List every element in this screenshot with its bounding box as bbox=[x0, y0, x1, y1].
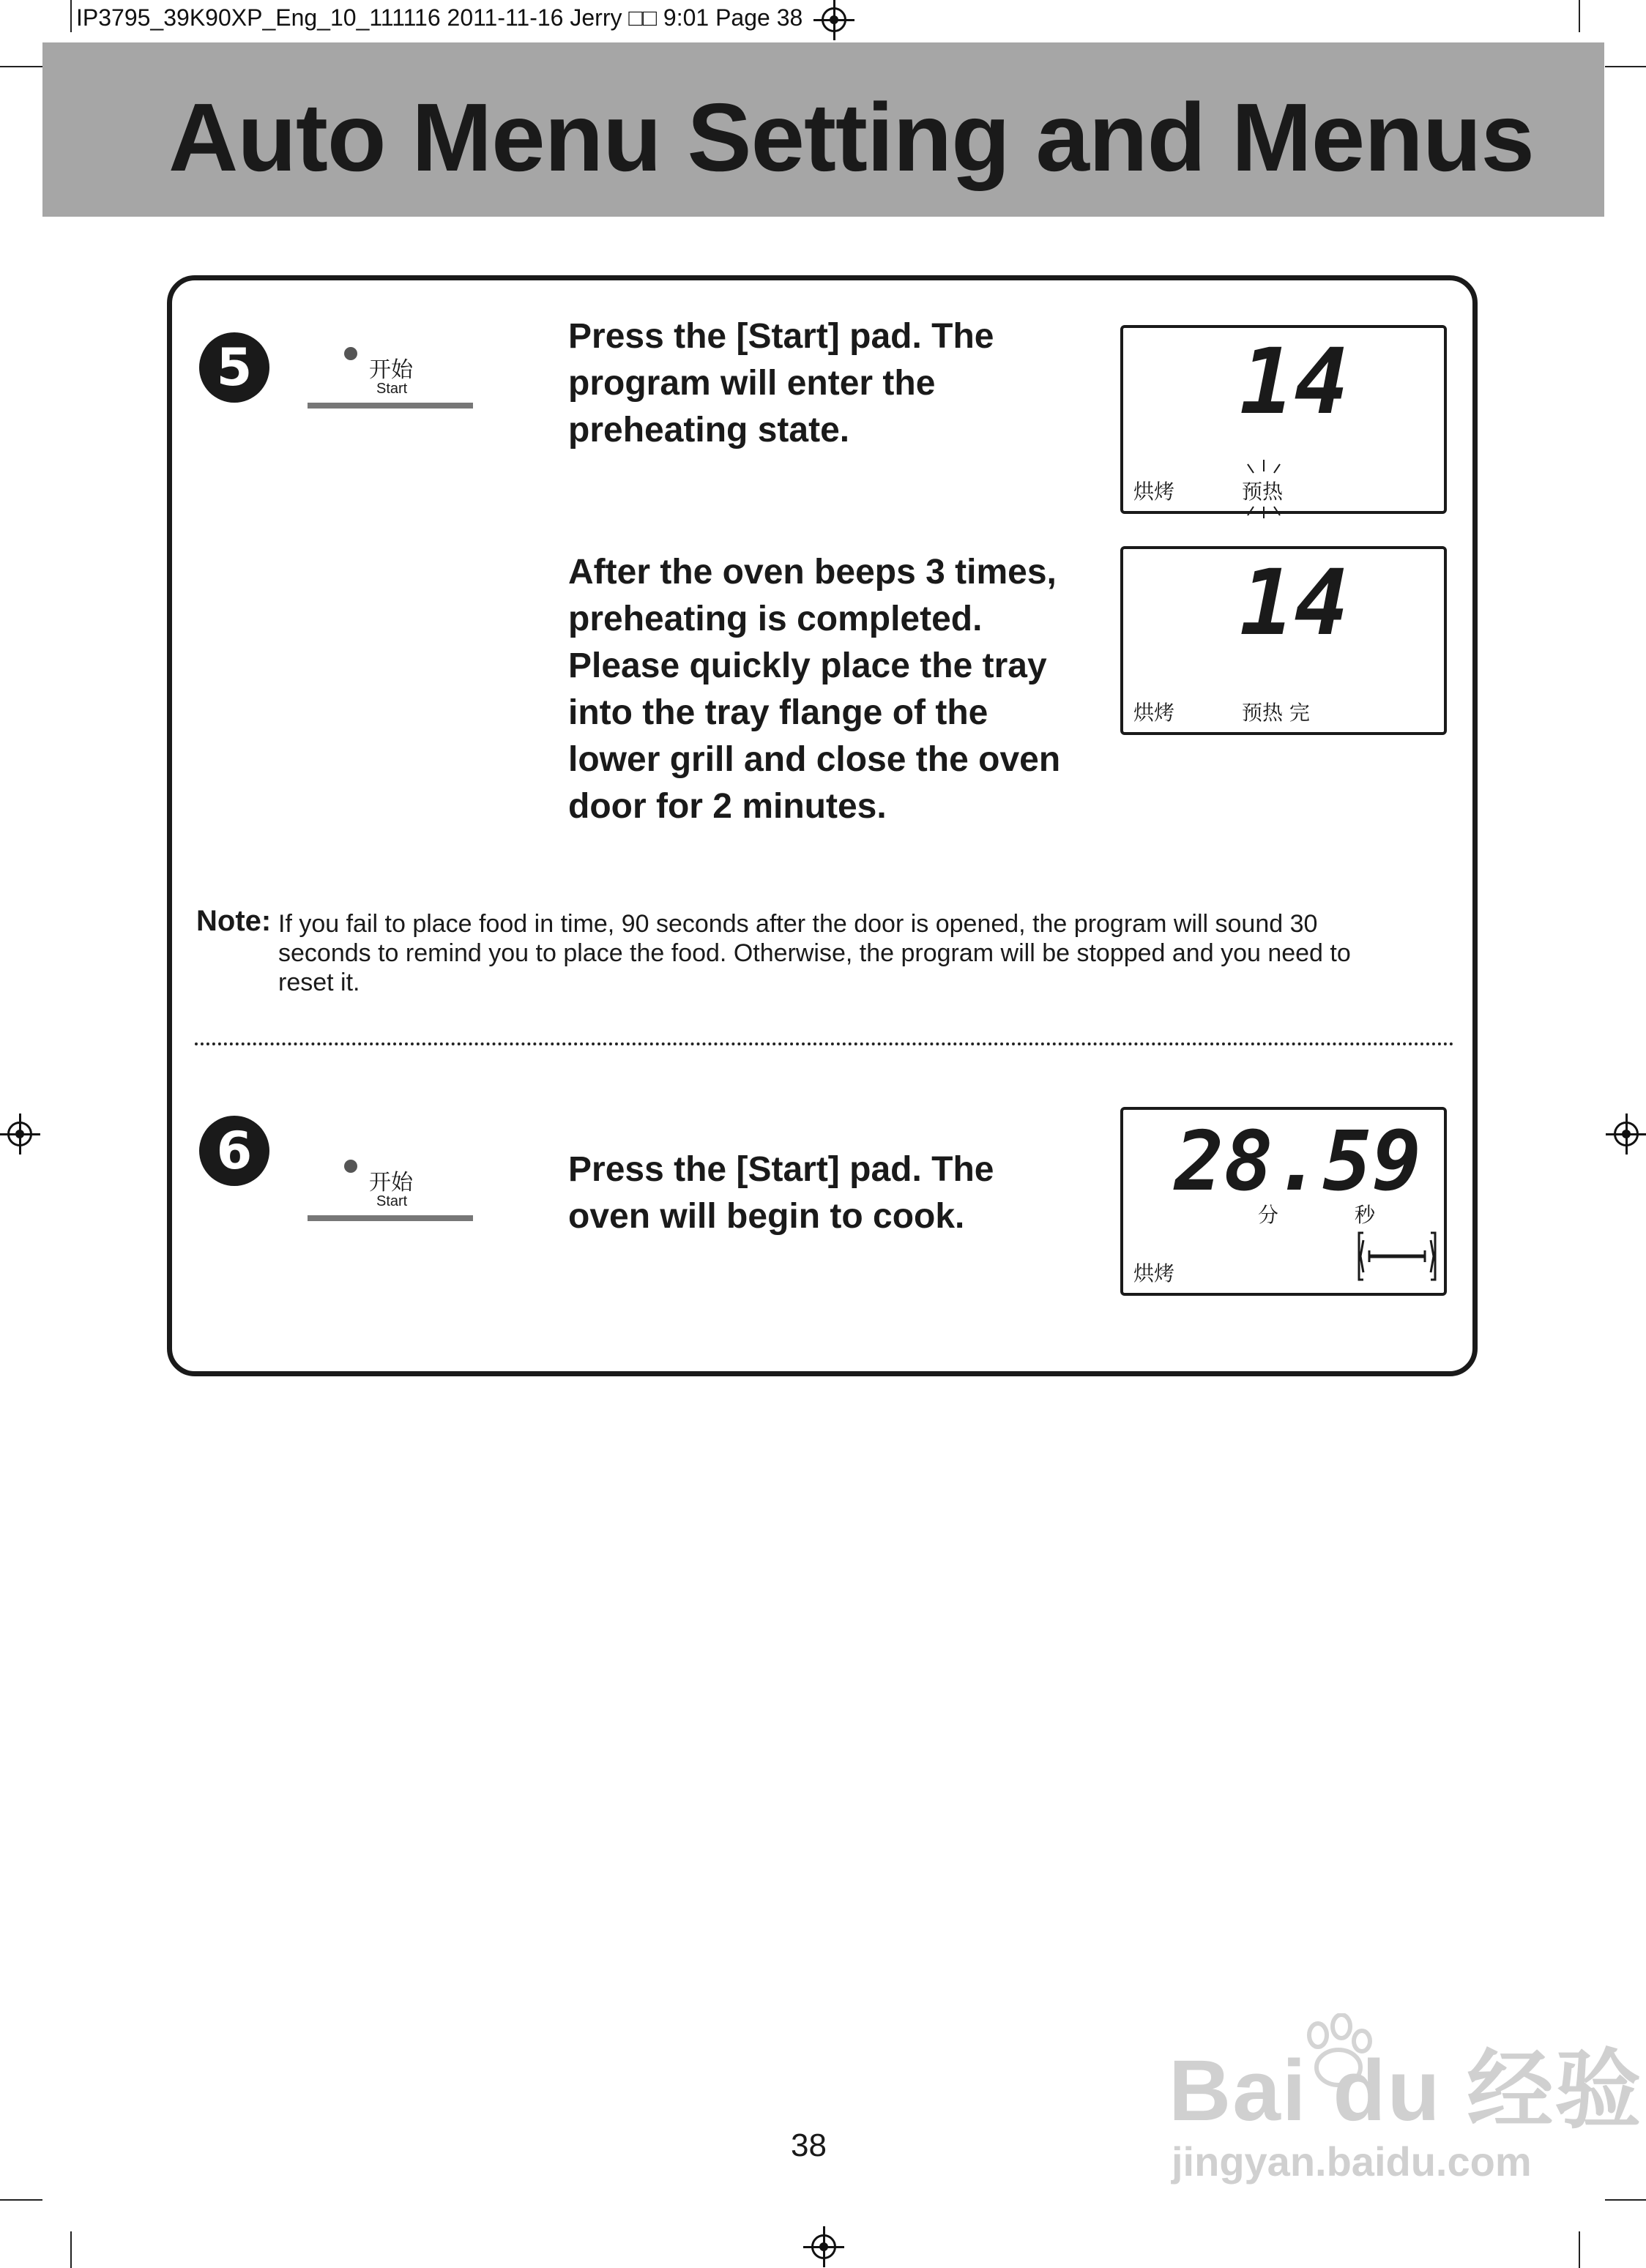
note-body bbox=[278, 909, 1494, 997]
step5-instruction-1 bbox=[568, 313, 1081, 454]
page-number: 38 bbox=[791, 2127, 827, 2163]
lcd-minute-label: 分 bbox=[1258, 1203, 1279, 1227]
instruction-line: Press the [Start] pad. The bbox=[568, 1150, 994, 1189]
instruction-line: oven will begin to cook. bbox=[568, 1197, 965, 1236]
note-label: Note: bbox=[196, 905, 272, 937]
watermark-url: jingyan.baidu.com bbox=[1172, 2138, 1532, 2185]
trim-line bbox=[0, 66, 42, 67]
instruction-line: lower grill and close the oven bbox=[568, 740, 1061, 779]
registration-mark-left bbox=[7, 1122, 32, 1146]
note-line: If you fail to place food in time, 90 seconds after the door is opened, the program will sound 30 bbox=[278, 910, 1318, 938]
note-line: reset it. bbox=[278, 969, 360, 996]
lcd-status-label: 预热 bbox=[1242, 480, 1284, 504]
trim-line bbox=[1579, 2231, 1580, 2268]
registration-mark-right bbox=[1614, 1122, 1639, 1146]
lcd-display-preheating bbox=[1120, 325, 1447, 514]
lcd-digits: 28.59 bbox=[1174, 1114, 1422, 1209]
step-number-6: 6 bbox=[199, 1116, 269, 1186]
registration-mark-bottom bbox=[811, 2234, 836, 2259]
lcd-mode-label: 烘烤 bbox=[1133, 1261, 1175, 1286]
step-number-5: 5 bbox=[199, 332, 269, 403]
trim-line bbox=[1605, 66, 1646, 67]
start-pad-bar bbox=[308, 1215, 473, 1221]
lcd-display-cooking bbox=[1120, 1107, 1447, 1296]
page-title: Auto Menu Setting and Menus bbox=[168, 83, 1534, 191]
lcd-digits: 14 bbox=[1239, 329, 1349, 435]
start-pad-illustration bbox=[308, 1144, 473, 1224]
lcd-digits: 14 bbox=[1239, 551, 1349, 656]
start-pad-illustration bbox=[308, 331, 473, 411]
baidu-watermark bbox=[1169, 2021, 1642, 2185]
blink-indicator-icon bbox=[1240, 460, 1287, 518]
lcd-mode-label: 烘烤 bbox=[1133, 480, 1175, 504]
grill-heater-icon bbox=[1356, 1230, 1438, 1284]
instruction-line: door for 2 minutes. bbox=[568, 787, 887, 826]
trim-line bbox=[70, 2231, 72, 2268]
instruction-line: After the oven beeps 3 times, bbox=[568, 553, 1057, 592]
lcd-status-label: 预热 完 bbox=[1242, 701, 1310, 725]
trim-line bbox=[70, 0, 72, 32]
instruction-line: program will enter the bbox=[568, 364, 936, 403]
note-line: seconds to remind you to place the food. Otherwise, the program will be stopped and you need to bbox=[278, 939, 1351, 967]
section-divider bbox=[195, 1042, 1454, 1045]
lcd-second-label: 秒 bbox=[1355, 1203, 1376, 1227]
trim-line bbox=[1605, 2199, 1646, 2201]
lcd-mode-label: 烘烤 bbox=[1133, 701, 1175, 725]
start-pad-en-label: Start bbox=[376, 381, 408, 397]
start-pad-en-label: Start bbox=[376, 1193, 408, 1209]
step6-instruction bbox=[568, 1146, 1081, 1240]
instruction-line: Press the [Start] pad. The bbox=[568, 317, 994, 356]
instruction-line: preheating is completed. bbox=[568, 600, 983, 638]
indicator-led bbox=[344, 1160, 357, 1173]
instruction-line: into the tray flange of the bbox=[568, 693, 988, 732]
indicator-led bbox=[344, 347, 357, 360]
step5-instruction-2 bbox=[568, 549, 1081, 830]
start-pad-cn-label: 开始 bbox=[369, 357, 413, 383]
print-header: IP3795_39K90XP_Eng_10_111116 2011-11-16 Jerry □□ 9:01 Page 38 bbox=[76, 4, 803, 31]
start-pad-cn-label: 开始 bbox=[369, 1170, 413, 1195]
registration-mark-top bbox=[822, 7, 846, 32]
instruction-line: preheating state. bbox=[568, 411, 850, 450]
trim-line bbox=[1579, 0, 1580, 32]
start-pad-bar bbox=[308, 403, 473, 409]
lcd-display-preheat-complete bbox=[1120, 546, 1447, 735]
watermark-brand: Bai du 经验 bbox=[1169, 2043, 1643, 2139]
instruction-line: Please quickly place the tray bbox=[568, 646, 1047, 685]
trim-line bbox=[0, 2199, 42, 2201]
